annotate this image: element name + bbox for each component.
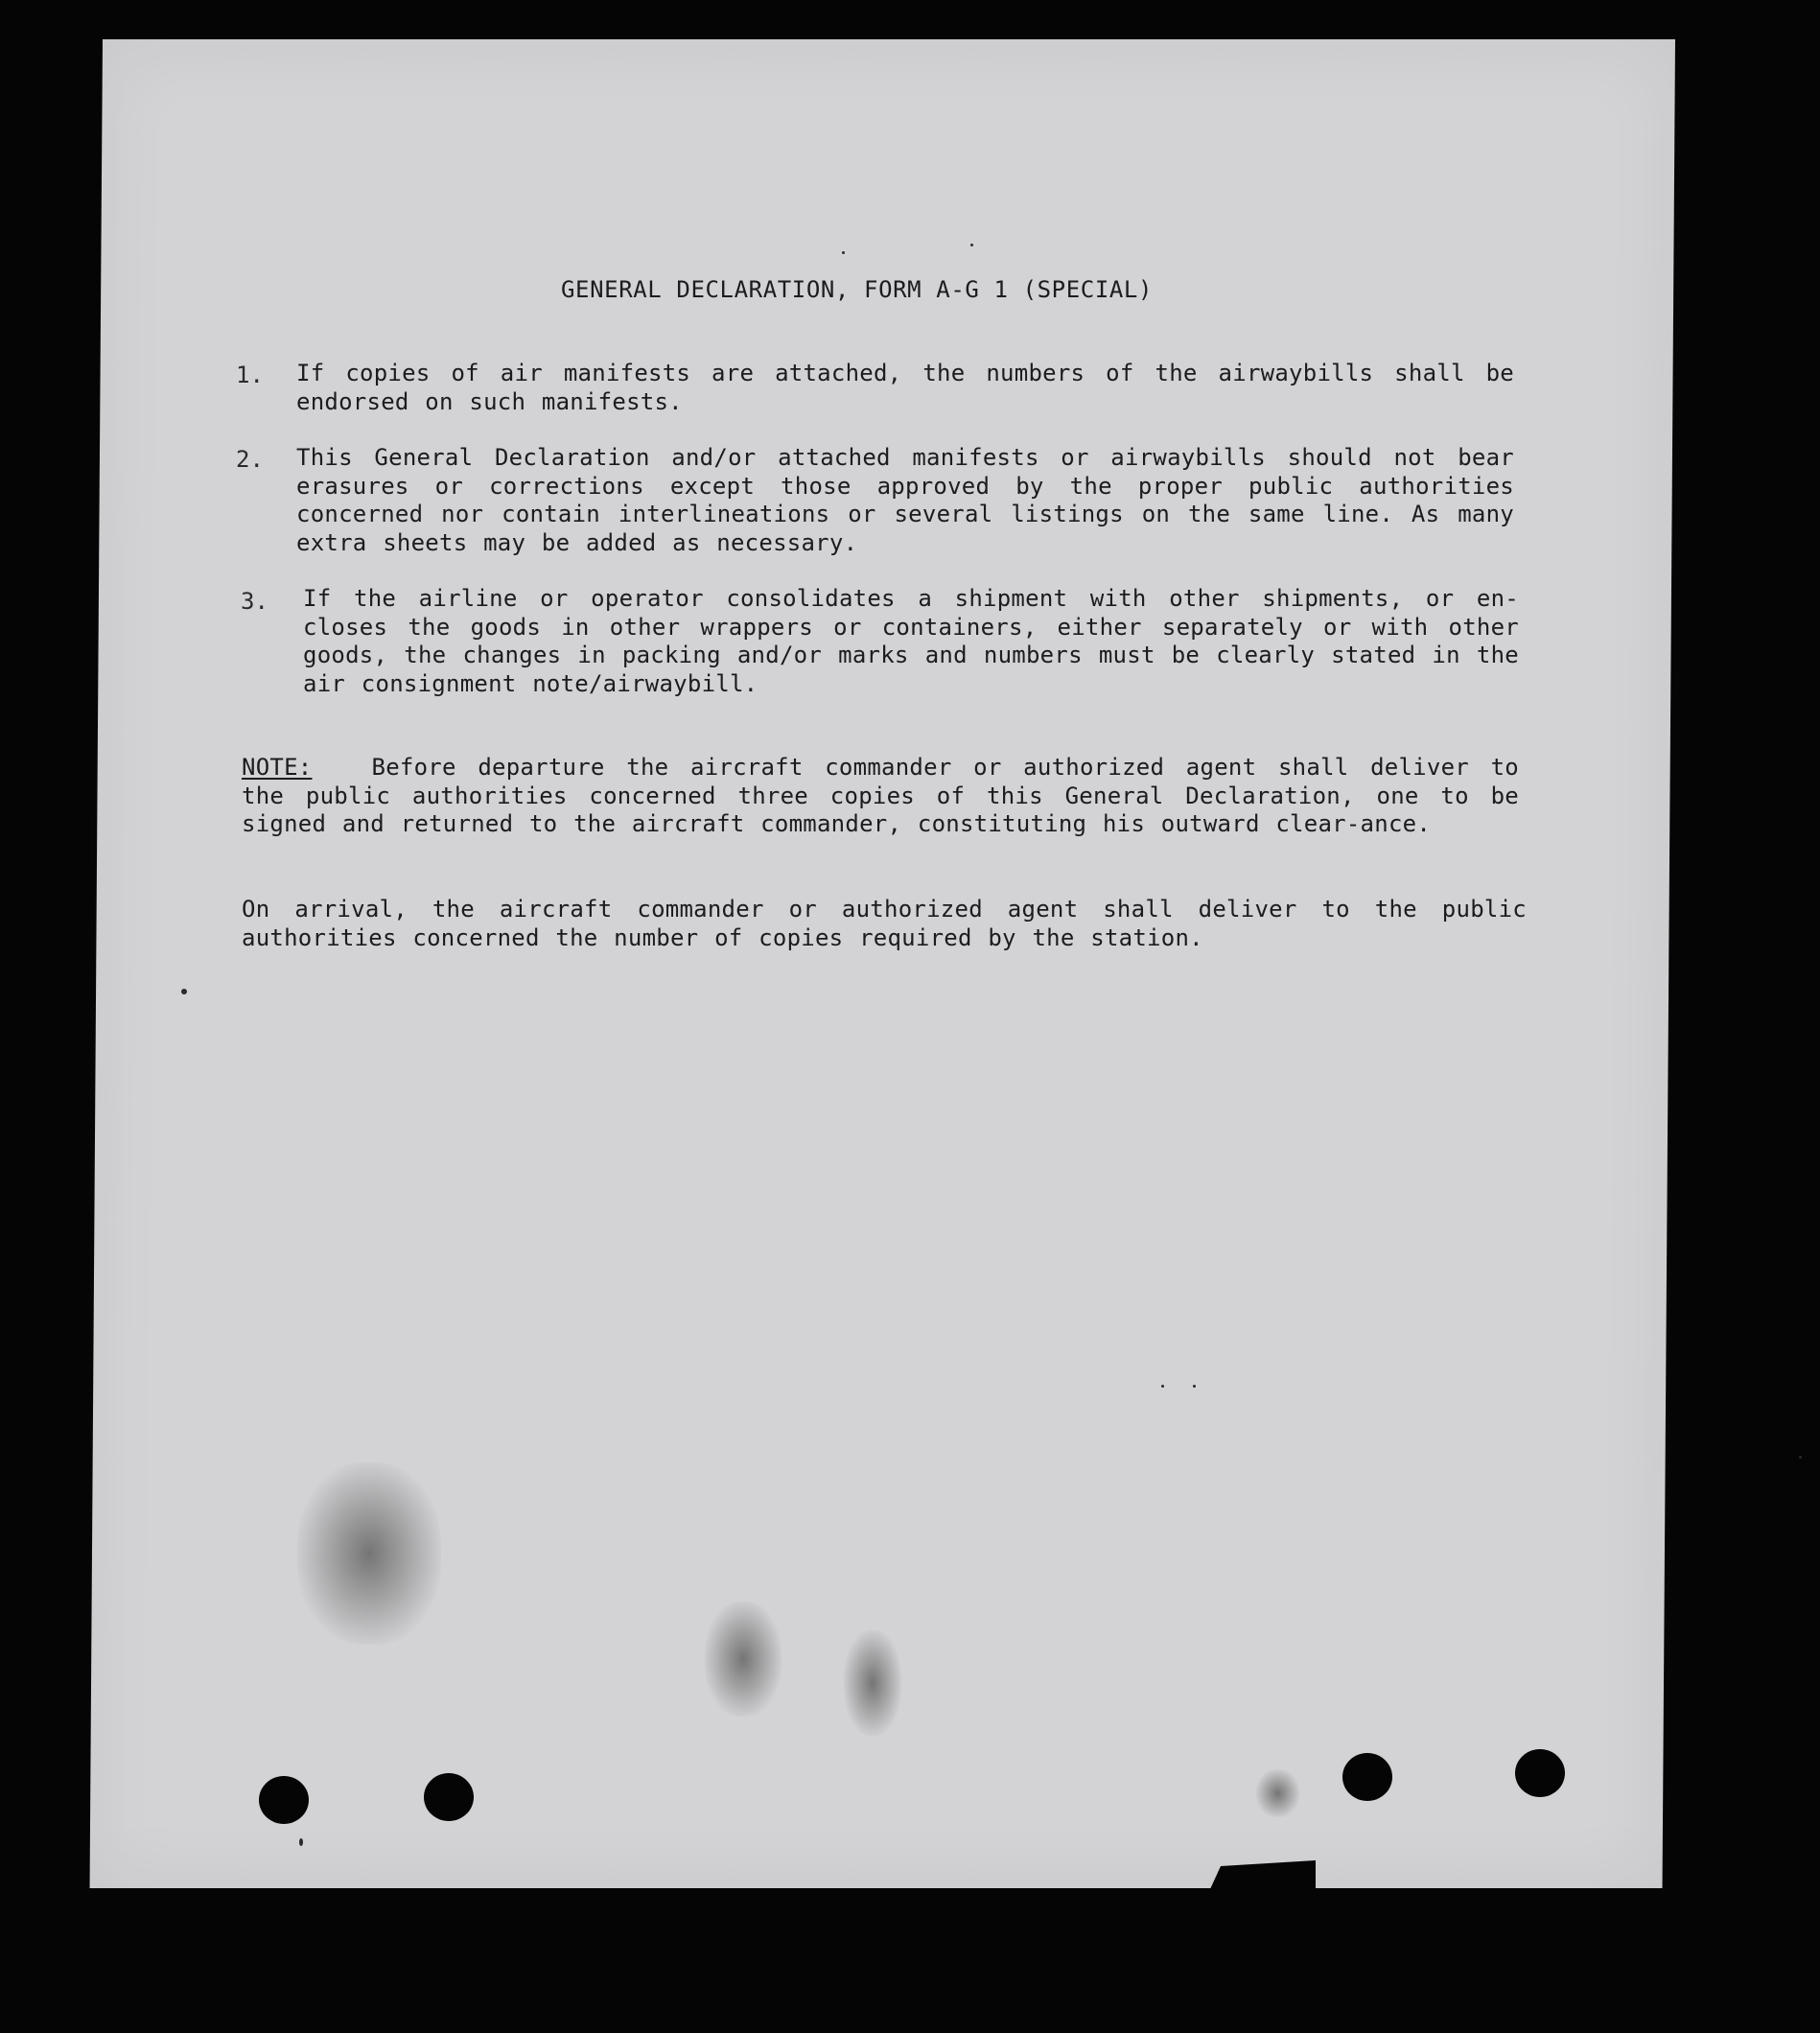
item-number: 2. xyxy=(236,446,264,473)
dust-speck xyxy=(970,244,973,246)
punch-hole xyxy=(1515,1749,1565,1797)
item-text: If copies of air manifests are attached, the numbers of the airwaybills shall be endorsed on such manifests. xyxy=(296,360,1514,415)
dust-speck xyxy=(842,251,845,254)
ink-smudge xyxy=(844,1630,901,1736)
dust-speck xyxy=(181,989,187,994)
punch-hole xyxy=(1342,1753,1392,1801)
item-number: 1. xyxy=(236,362,264,388)
punch-hole xyxy=(259,1776,309,1824)
dust-speck xyxy=(1161,1385,1164,1388)
item-text: If the airline or operator consolidates a shipment with other shipments, or en-closes the goods in other wrappers or containers, either separately or with other goods, the changes in packing and/or marks and numbers must be clearly stated in the air consignment note/airwaybill. xyxy=(303,585,1519,697)
dust-speck xyxy=(299,1838,303,1846)
item-number: 3. xyxy=(241,588,268,615)
note-text: Before departure the aircraft commander or authorized agent shall deliver to the public authorities concerned three copies of this General Declaration, one to be signed and returned to the aircraft commander, constituting his outward clear-ance. xyxy=(242,754,1519,837)
ink-smudge xyxy=(705,1601,782,1717)
document-title: GENERAL DECLARATION, FORM A-G 1 (SPECIAL) xyxy=(561,276,1154,303)
dust-speck xyxy=(1799,1456,1802,1459)
ink-smudge xyxy=(1256,1769,1299,1817)
note-paragraph xyxy=(242,754,1519,839)
arrival-paragraph: On arrival, the aircraft commander or authorized agent shall deliver to the public authorities concerned the number of copies required by the station. xyxy=(242,896,1527,951)
ink-smudge xyxy=(297,1462,441,1645)
item-text: This General Declaration and/or attached manifests or airwaybills should not bear erasures or corrections except those approved by the proper public authorities concerned nor contain interlineations or several listings on the same line. As many extra sheets may be added as necessary. xyxy=(296,444,1514,556)
note-label: NOTE: xyxy=(242,754,313,781)
dust-speck xyxy=(1193,1385,1196,1388)
punch-hole xyxy=(424,1773,474,1821)
